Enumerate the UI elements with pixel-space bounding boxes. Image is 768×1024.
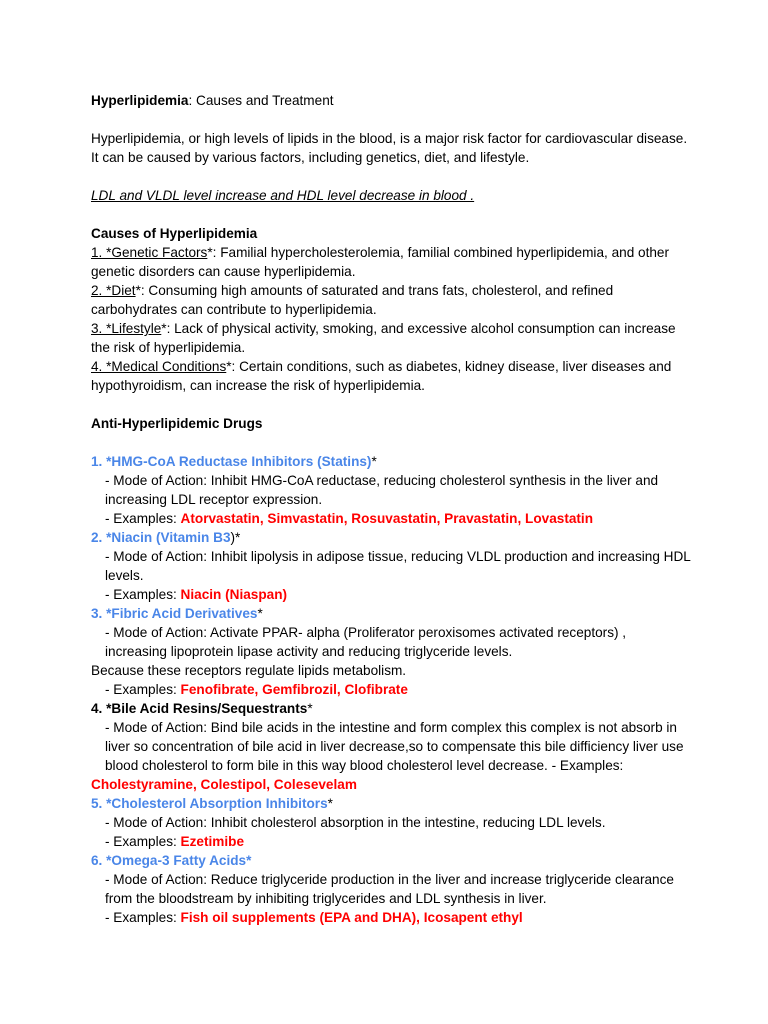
drug-extra-note: Because these receptors regulate lipids metabolism. <box>91 663 407 678</box>
drug-examples: - Examples: Ezetimibe <box>105 834 245 849</box>
cause-item: 2. *Diet*: Consuming high amounts of saturated and trans fats, cholesterol, and refined carbohydrates can contribute to hyperlipidemia. <box>91 283 614 317</box>
drug-title-bile-acid: 4. *Bile Acid Resins/Sequestrants* <box>91 701 313 716</box>
drug-title-statins: 1. *HMG-CoA Reductase Inhibitors (Statins)* <box>91 454 377 469</box>
drug-title-absorption: 5. *Cholesterol Absorption Inhibitors* <box>91 796 333 811</box>
drug-examples: Cholestyramine, Colestipol, Colesevelam <box>91 777 357 792</box>
drug-moa: - Mode of Action: Inhibit cholesterol absorption in the intestine, reducing LDL levels. <box>105 815 606 830</box>
causes-heading: Causes of Hyperlipidemia <box>91 226 258 241</box>
drug-moa: - Mode of Action: Inhibit HMG-CoA reductase, reducing cholesterol synthesis in the liver and increasing LDL receptor expression. <box>105 473 659 507</box>
drug-examples: - Examples: Fish oil supplements (EPA and DHA), Icosapent ethyl <box>105 910 523 925</box>
drug-examples: - Examples: Fenofibrate, Gemfibrozil, Clofibrate <box>105 682 408 697</box>
document-title: Hyperlipidemia: Causes and Treatment <box>91 93 334 108</box>
drug-moa: - Mode of Action: Bind bile acids in the intestine and form complex this complex is not absorb in liver so concentration of bile acid in liver decrease,so to compensate this bile difficiency liver use blood cholesterol to form bile in this way blood cholesterol level decrease. - Examples: <box>105 720 684 773</box>
drug-examples: - Examples: Niacin (Niaspan) <box>105 587 288 602</box>
drug-moa: - Mode of Action: Activate PPAR- alpha (Proliferator peroxisomes activated receptors) , increasing lipoprotein lipase activity and reducing triglyceride levels. <box>105 625 627 659</box>
note-line: LDL and VLDL level increase and HDL level decrease in blood . <box>91 188 475 203</box>
drug-title-omega3: 6. *Omega-3 Fatty Acids* <box>91 853 252 868</box>
drug-title-niacin: 2. *Niacin (Vitamin B3)* <box>91 530 241 545</box>
drugs-heading: Anti-Hyperlipidemic Drugs <box>91 416 263 431</box>
cause-item: 3. *Lifestyle*: Lack of physical activity, smoking, and excessive alcohol consumption can increase the risk of hyperlipidemia. <box>91 321 676 355</box>
drug-moa: - Mode of Action: Reduce triglyceride production in the liver and increase triglyceride clearance from the bloodstream by inhibiting triglycerides and LDL synthesis in liver. <box>105 872 674 906</box>
drug-title-fibrates: 3. *Fibric Acid Derivatives* <box>91 606 263 621</box>
drug-moa: - Mode of Action: Inhibit lipolysis in adipose tissue, reducing VLDL production and increasing HDL levels. <box>105 549 691 583</box>
intro-paragraph: Hyperlipidemia, or high levels of lipids in the blood, is a major risk factor for cardiovascular disease. It can be caused by various factors, including genetics, diet, and lifestyle. <box>91 131 688 165</box>
document-page <box>91 91 691 927</box>
drug-examples: - Examples: Atorvastatin, Simvastatin, Rosuvastatin, Pravastatin, Lovastatin <box>105 511 594 526</box>
cause-item: 4. *Medical Conditions*: Certain conditions, such as diabetes, kidney disease, liver diseases and hypothyroidism, can increase the risk of hyperlipidemia. <box>91 359 672 393</box>
cause-item: 1. *Genetic Factors*: Familial hypercholesterolemia, familial combined hyperlipidemia, and other genetic disorders can cause hyperlipidemia. <box>91 245 670 279</box>
